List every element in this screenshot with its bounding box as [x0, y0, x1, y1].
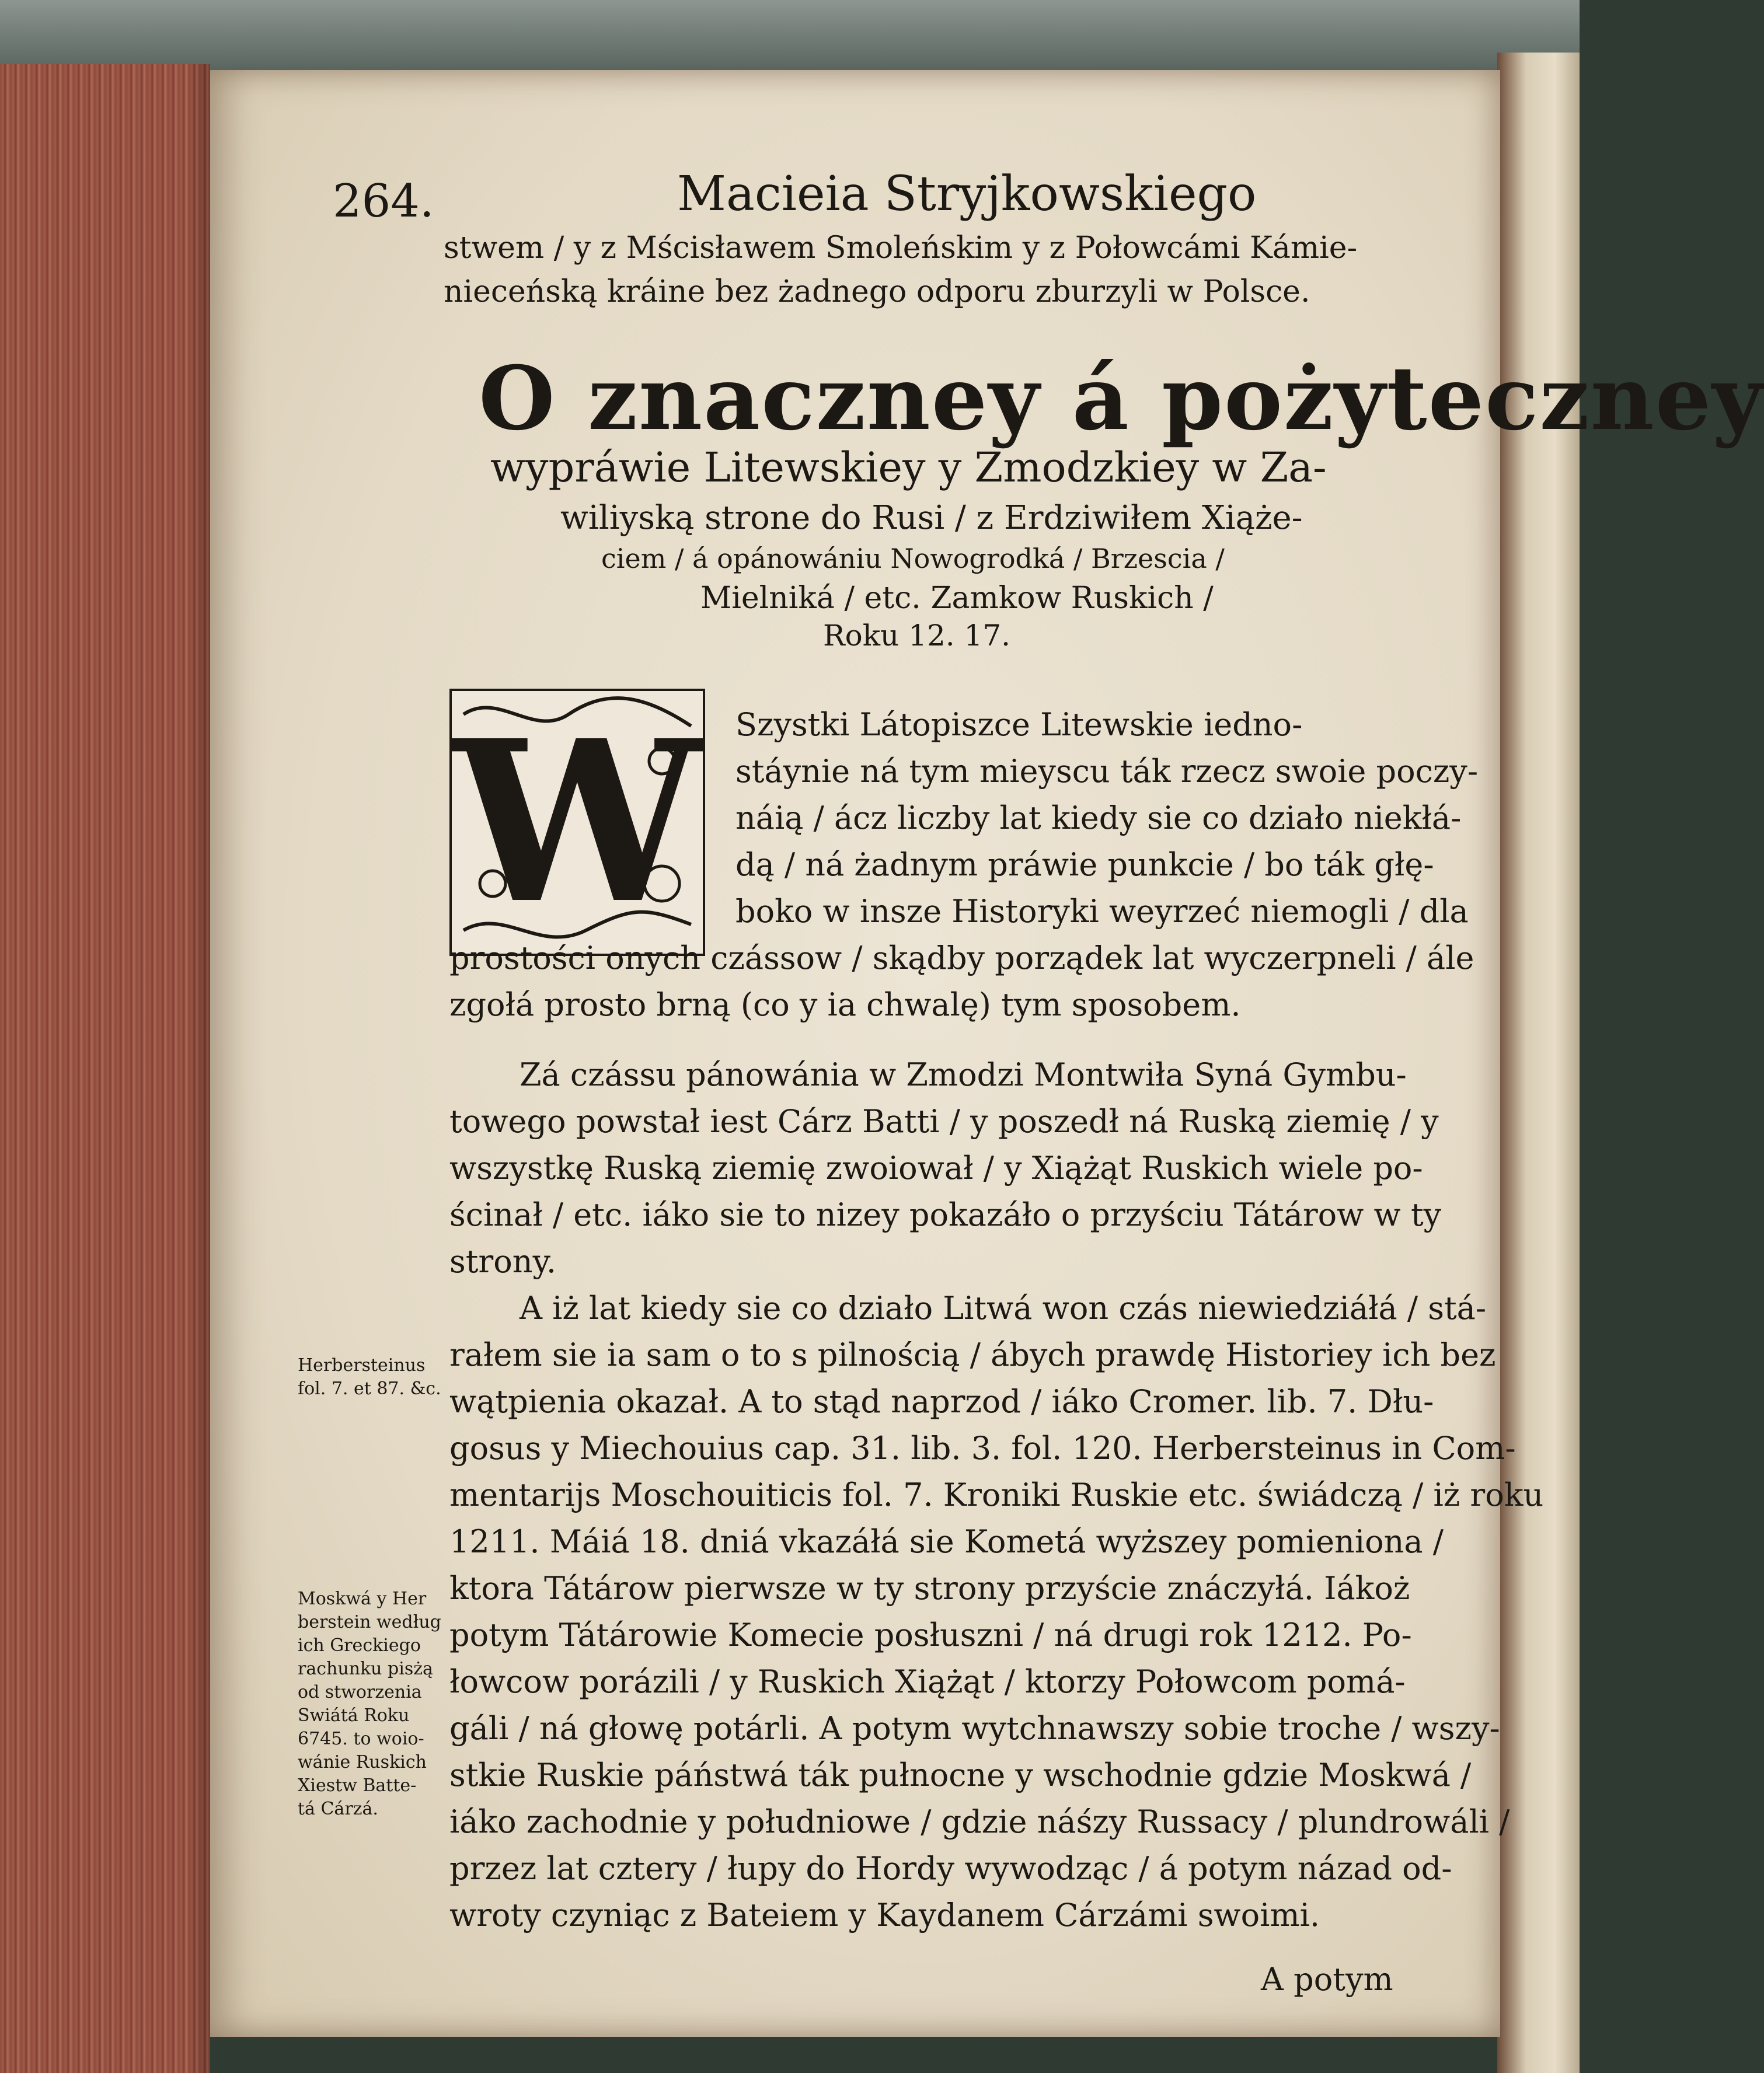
body-line: dą / ná żadnym práwie punkcie / bo ták głę-	[735, 846, 1434, 883]
body-line: A iż lat kiedy sie co działo Litwá won czás niewiedziáłá / stá-	[520, 1290, 1487, 1327]
margin-note-line: ich Greckiego	[298, 1635, 421, 1656]
running-head: Macieia Stryjkowskiego	[677, 166, 1257, 222]
page-number: 264.	[333, 175, 434, 228]
body-line: prostości onych czássow / skądby porządek lat wyczerpneli / ále	[449, 940, 1474, 976]
body-line: wątpienia okazał. A to stąd naprzod / iáko Cromer. lib. 7. Dłu-	[449, 1383, 1434, 1420]
intro-line: nieceńską kráine bez żadnego odporu zburzyli w Polsce.	[444, 274, 1310, 309]
book-page	[210, 70, 1764, 2037]
chapter-subtitle-line: ciem / á opánowániu Nowogrodká / Brzescia /	[601, 543, 1225, 574]
body-line: ścinał / etc. iáko sie to nizey pokazáło o przyściu Tátárow w ty	[449, 1196, 1442, 1233]
body-line: 1211. Máiá 18. dniá vkazáłá sie Kometá wyższey pomieniona /	[449, 1523, 1444, 1560]
body-line: gosus y Miechouius cap. 31. lib. 3. fol. 120. Herbersteinus in Com-	[449, 1430, 1516, 1467]
body-line: mentarijs Moschouiticis fol. 7. Kroniki Ruskie etc. świádczą / iż roku	[449, 1477, 1544, 1513]
margin-note-line: wánie Ruskich	[298, 1752, 427, 1772]
margin-note-line: Swiátá Roku	[298, 1705, 410, 1726]
decorated-initial	[449, 689, 705, 956]
margin-note	[298, 1587, 441, 1821]
intro-line: stwem / y z Mścisławem Smoleńskim y z Połowcámi Kámie-	[444, 231, 1358, 266]
body-line: przez lat cztery / łupy do Hordy wywodząc / á potym názad od-	[449, 1850, 1452, 1887]
body-line: wroty czyniąc z Bateiem y Kaydanem Cárzámi swoimi.	[449, 1897, 1320, 1934]
body-line: stáynie ná tym mieyscu ták rzecz swoie poczy-	[735, 753, 1479, 790]
chapter-subtitle-line: wypráwie Litewskiey y Zmodzkiey w Za-	[490, 444, 1327, 491]
margin-note-line: od stworzenia	[298, 1682, 422, 1702]
body-line: potym Tátárowie Komecie posłuszni / ná drugi rok 1212. Po-	[449, 1617, 1412, 1653]
body-line: Zá czássu pánowánia w Zmodzi Montwiła Syná Gymbu-	[520, 1056, 1407, 1093]
margin-note-line: Herbersteinus	[298, 1355, 426, 1376]
margin-note-line: Xiestw Batte-	[298, 1775, 417, 1796]
chapter-subtitle-line: wiliyską strone do Rusi / z Erdziwiłem Xiąże-	[560, 499, 1303, 537]
margin-note-line: 6745. to woio-	[298, 1729, 424, 1749]
body-line: ktora Tátárow pierwsze w ty strony przyście znáczyłá. Iákoż	[449, 1570, 1410, 1607]
chapter-subtitle-line: Roku 12. 17.	[823, 619, 1011, 652]
body-line: zgołá prosto brną (co y ia chwalę) tym sposobem.	[449, 986, 1241, 1023]
margin-note	[298, 1354, 441, 1401]
body-line: łowcow porázili / y Ruskich Xiążąt / ktorzy Połowcom pomá-	[449, 1663, 1406, 1700]
margin-note-line: Moskwá y Her	[298, 1589, 427, 1609]
body-line: stkie Ruskie páństwá ták pułnocne y wschodnie gdzie Moskwá /	[449, 1757, 1472, 1793]
body-line: rałem sie ia sam o to s pilnością / ábych prawdę Historiey ich bez	[449, 1336, 1496, 1373]
chapter-subtitle-line: Mielniká / etc. Zamkow Ruskich /	[700, 581, 1214, 616]
body-line: wszystkę Ruską ziemię zwoiował / y Xiążąt Ruskich wiele po-	[449, 1150, 1423, 1186]
catchword: A potym	[1261, 1961, 1393, 1998]
body-line: boko w insze Historyki weyrzeć niemogli / dla	[735, 893, 1469, 930]
margin-note-line: fol. 7. et 87. &c.	[298, 1378, 441, 1399]
body-line: gáli / ná głowę potárli. A potym wytchnawszy sobie troche / wszy-	[449, 1710, 1500, 1747]
margin-note-line: tá Cárzá.	[298, 1799, 378, 1819]
margin-note-line: berstein według	[298, 1612, 441, 1632]
page-edges	[0, 64, 210, 2073]
chapter-title: O znaczney á pożyteczney	[479, 347, 1764, 450]
body-line: iáko zachodnie y południowe / gdzie náśzy Russacy / plundrowáli /	[449, 1803, 1510, 1840]
initial-letter: W	[452, 692, 702, 952]
body-line: Szystki Látopiszce Litewskie iedno-	[735, 706, 1303, 743]
margin-note-line: rachunku pisżą	[298, 1659, 433, 1679]
body-line: towego powstał iest Cárz Batti / y poszedł ná Ruską ziemię / y	[449, 1103, 1439, 1140]
body-line: strony.	[449, 1243, 557, 1280]
body-line: náią / ácz liczby lat kiedy sie co działo niekłá-	[735, 800, 1462, 836]
